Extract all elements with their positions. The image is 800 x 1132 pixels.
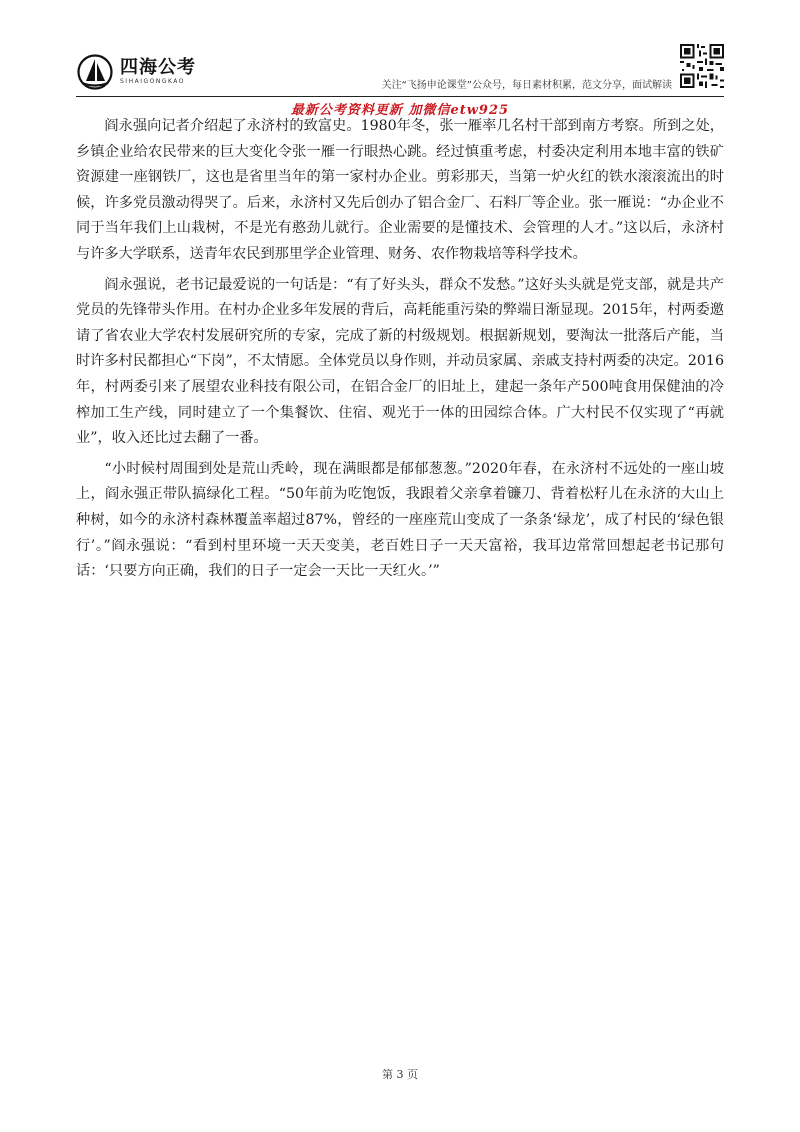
sihai-logo	[76, 54, 196, 90]
paragraph-3: “小时候村周围到处是荒山秃岭，现在满眼都是郁郁葱葱。”2020年春，在永济村不远处的一座山坡上，阎永强正带队搞绿化工程。“50年前为吃饱饭，我跟着父亲拿着镰刀、背着松籽儿在永济的大山上种树，如今的永济村森林覆盖率超过87%，曾经的一座座荒山变成了一条条‘绿龙’，成了村民的‘绿色银行’。”阎永强说：“看到村里环境一天天变美，老百姓日子一天天富裕，我耳边常常回想起老书记那句话：‘只要方向正确，我们的日子一定会一天比一天红火。’”	[76, 460, 724, 580]
logo-english-name: SIHAIGONGKAO	[120, 78, 186, 85]
page-header	[76, 40, 724, 96]
header-slogan: 关注“飞扬申论课堂”公众号，每日素材积累，范文分享，面试解读	[381, 80, 672, 91]
qr-code-icon	[680, 44, 724, 88]
header-divider	[76, 96, 724, 97]
article-body	[76, 114, 724, 590]
paragraph-2: 阎永强说，老书记最爱说的一句话是：“有了好头头，群众不发愁。”这好头头就是党支部，就是共产党员的先锋带头作用。在村办企业多年发展的背后，高耗能重污染的弊端日渐显现。2015年，村两委邀请了省农业大学农村发展研究所的专家，完成了新的村级规划。根据新规划，要淘汰一批落后产能，当时许多村民都担心“下岗”，不太情愿。全体党员以身作则，并动员家属、亲戚支持村两委的决定。2016年，村两委引来了展望农业科技有限公司，在铝合金厂的旧址上，建起一条年产500吨食用保健油的冷榨加工生产线，同时建立了一个集餐饮、住宿、观光于一体的田园综合体。广大村民不仅实现了“再就业”，收入还比过去翻了一番。	[76, 276, 724, 447]
page-number: 第 3 页	[382, 1068, 418, 1081]
logo-chinese-name: 四海公考	[120, 57, 196, 78]
paragraph-1: 阎永强向记者介绍起了永济村的致富史。1980年冬，张一雁率几名村干部到南方考察。所到之处，乡镇企业给农民带来的巨大变化令张一雁一行眼热心跳。经过慎重考虑，村委决定利用本地丰富的铁矿资源建一座钢铁厂，这也是省里当年的第一家村办企业。剪彩那天，当第一炉火红的铁水滚滚流出的时候，许多党员激动得哭了。后来，永济村又先后创办了铝合金厂、石料厂等企业。张一雁说：“办企业不同于当年我们上山栽树，不是光有憨劲儿就行。企业需要的是懂技术、会管理的人才。”这以后，永济村与许多大学联系，送青年农民到那里学企业管理、财务、农作物栽培等科学技术。	[76, 118, 724, 262]
logo-text	[120, 58, 196, 86]
watermark-text: 最新公考资料更新 加微信etw925	[290, 103, 510, 118]
sail-logo-icon	[76, 54, 114, 90]
